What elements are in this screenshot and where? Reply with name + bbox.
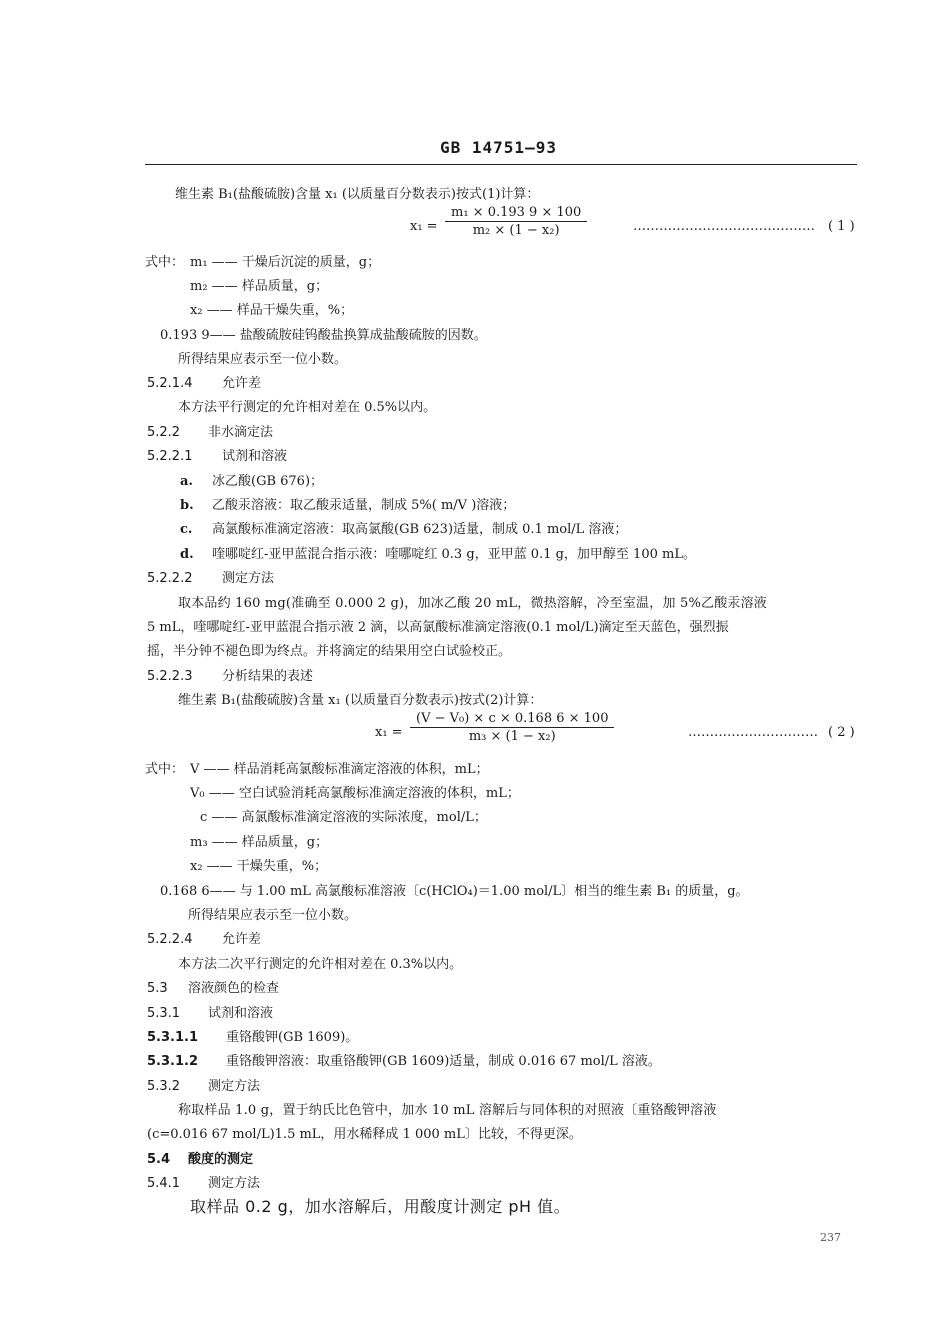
section-5-2-2-2-number: 5.2.2.2	[147, 571, 193, 586]
formula2-var-v: V —— 样品消耗高氯酸标准滴定溶液的体积，mL；	[190, 762, 489, 777]
reagent-item-c-text: 高氯酸标准滴定溶液：取高氯酸(GB 623)适量，制成 0.1 mol/L 溶液；	[212, 522, 628, 537]
reagent-item-b-label: b.	[180, 498, 194, 513]
formula1-var-m1: m₁ —— 干燥后沉淀的质量，g；	[190, 255, 381, 270]
formula2-lhs: x₁ =	[375, 725, 403, 740]
section-5-2-2-3-number: 5.2.2.3	[147, 669, 193, 684]
formula1-fraction	[445, 205, 587, 238]
section-5-2-2-1-number: 5.2.2.1	[147, 449, 193, 464]
section-5-3-1-number: 5.3.1	[147, 1006, 181, 1021]
formula1-lhs: x₁ =	[410, 219, 438, 234]
formula1-note: 所得结果应表示至一位小数。	[178, 352, 348, 367]
section-5-3-1-1-number: 5.3.1.1	[147, 1030, 198, 1045]
reagent-item-d-label: d.	[180, 547, 194, 562]
formula1-var-m2: m₂ —— 样品质量，g；	[190, 279, 329, 294]
header-rule	[145, 164, 857, 165]
formula2-note: 所得结果应表示至一位小数。	[188, 908, 358, 923]
reagent-item-b-text: 乙酸汞溶液：取乙酸汞适量，制成 5%( m/V )溶液；	[212, 498, 516, 513]
formula1-denominator: m₂ × (1 − x₂)	[472, 223, 560, 238]
reagent-item-a-label: a.	[180, 474, 193, 489]
page-number: 237	[820, 1231, 841, 1244]
formula1-numerator: m₁ × 0.193 9 × 100	[451, 205, 582, 220]
formula2-var-factor: 0.168 6—— 与 1.00 mL 高氯酸标准溶液〔c(HClO₄)＝1.00 mol/L〕相当的维生素 B₁ 的质量，g。	[160, 884, 749, 899]
section-5-3-number: 5.3	[147, 981, 168, 996]
section-5-2-1-4-number: 5.2.1.4	[147, 376, 193, 391]
section-5-3-1-2-number: 5.3.1.2	[147, 1054, 198, 1069]
section-5-3-2-number: 5.3.2	[147, 1079, 181, 1094]
section-5-3-1-1-title: 重铬酸钾(GB 1609)。	[226, 1030, 359, 1045]
section-5-3-1-2-title: 重铬酸钾溶液：取重铬酸钾(GB 1609)适量，制成 0.016 67 mol/L 溶液。	[226, 1054, 661, 1069]
reagent-item-d-text: 喹哪啶红-亚甲蓝混合指示液：喹哪啶红 0.3 g，亚甲蓝 0.1 g，加甲醇至 100 mL。	[212, 547, 696, 562]
formula2-intro: 维生素 B₁(盐酸硫胺)含量 x₁ (以质量百分数表示)按式(2)计算：	[178, 693, 543, 708]
color-method-line-1: 称取样品 1.0 g，置于纳氏比色管中，加水 10 mL 溶解后与同体积的对照液〔重铬酸钾溶液	[178, 1103, 717, 1118]
formula1-tag: ( 1 )	[828, 219, 855, 234]
formula2-var-c: c —— 高氯酸标准滴定溶液的实际浓度，mol/L；	[200, 810, 487, 825]
color-method-line-2: (c=0.016 67 mol/L)1.5 mL，用水稀释成 1 000 mL〕比较，不得更深。	[147, 1127, 582, 1142]
method-line-2: 5 mL，喹哪啶红-亚甲蓝混合指示液 2 滴，以高氯酸标准滴定溶液(0.1 mol/L)滴定至天蓝色，强烈振	[147, 620, 729, 635]
formula2-tag: ( 2 )	[828, 725, 855, 740]
formula2-var-v0: V₀ —— 空白试验消耗高氯酸标准滴定溶液的体积，mL；	[190, 786, 520, 801]
formula2-numerator: (V − V₀) × c × 0.168 6 × 100	[416, 711, 609, 726]
formula2-fraction	[410, 711, 614, 744]
section-5-2-1-4-text: 本方法平行测定的允许相对差在 0.5%以内。	[178, 400, 437, 415]
formula1-var-x2: x₂ —— 样品干燥失重，%；	[190, 303, 354, 318]
section-5-4-number: 5.4	[147, 1152, 171, 1167]
section-5-2-1-4-title: 允许差	[222, 376, 262, 391]
formula2-leader-dots: …………………………	[688, 725, 818, 740]
section-5-3-title: 溶液颜色的检查	[188, 981, 280, 996]
section-5-3-2-title: 测定方法	[208, 1079, 261, 1094]
section-5-4-1-title: 测定方法	[208, 1176, 261, 1191]
formula1-where: 式中：	[145, 255, 185, 270]
reagent-item-a-text: 冰乙酸(GB 676)；	[212, 474, 324, 489]
method-line-1: 取本品约 160 mg(准确至 0.000 2 g)，加冰乙酸 20 mL，微热溶解，冷至室温，加 5%乙酸汞溶液	[178, 596, 767, 611]
section-5-4-1-number: 5.4.1	[147, 1176, 181, 1191]
standard-code-header: GB 14751—93	[440, 138, 557, 157]
section-5-2-2-4-text: 本方法二次平行测定的允许相对差在 0.3%以内。	[178, 957, 463, 972]
section-5-4-1-text: 取样品 0.2 g，加水溶解后，用酸度计测定 pH 值。	[190, 1197, 571, 1216]
formula1-intro: 维生素 B₁(盐酸硫胺)含量 x₁ (以质量百分数表示)按式(1)计算：	[175, 187, 540, 202]
section-5-2-2-4-number: 5.2.2.4	[147, 932, 193, 947]
formula1-var-factor: 0.193 9—— 盐酸硫胺硅钨酸盐换算成盐酸硫胺的因数。	[160, 328, 487, 343]
formula2-where: 式中：	[145, 762, 185, 777]
formula1-leader-dots: ……………………………………	[633, 219, 815, 234]
formula2-var-x2: x₂ —— 干燥失重，%；	[190, 859, 328, 874]
formula1-fraction-bar	[445, 221, 587, 222]
section-5-2-2-1-title: 试剂和溶液	[222, 449, 288, 464]
method-line-3: 摇，半分钟不褪色即为终点。并将滴定的结果用空白试验校正。	[147, 644, 512, 659]
formula2-denominator: m₃ × (1 − x₂)	[468, 729, 556, 744]
section-5-2-2-2-title: 测定方法	[222, 571, 275, 586]
section-5-4-title: 酸度的测定	[188, 1152, 254, 1167]
formula2-var-m3: m₃ —— 样品质量，g；	[190, 835, 329, 850]
section-5-2-2-4-title: 允许差	[222, 932, 262, 947]
section-5-2-2-title: 非水滴定法	[208, 425, 274, 440]
section-5-3-1-title: 试剂和溶液	[208, 1006, 274, 1021]
section-5-2-2-3-title: 分析结果的表述	[222, 669, 314, 684]
formula2-fraction-bar	[410, 727, 614, 728]
reagent-item-c-label: c.	[180, 522, 193, 537]
section-5-2-2-number: 5.2.2	[147, 425, 181, 440]
